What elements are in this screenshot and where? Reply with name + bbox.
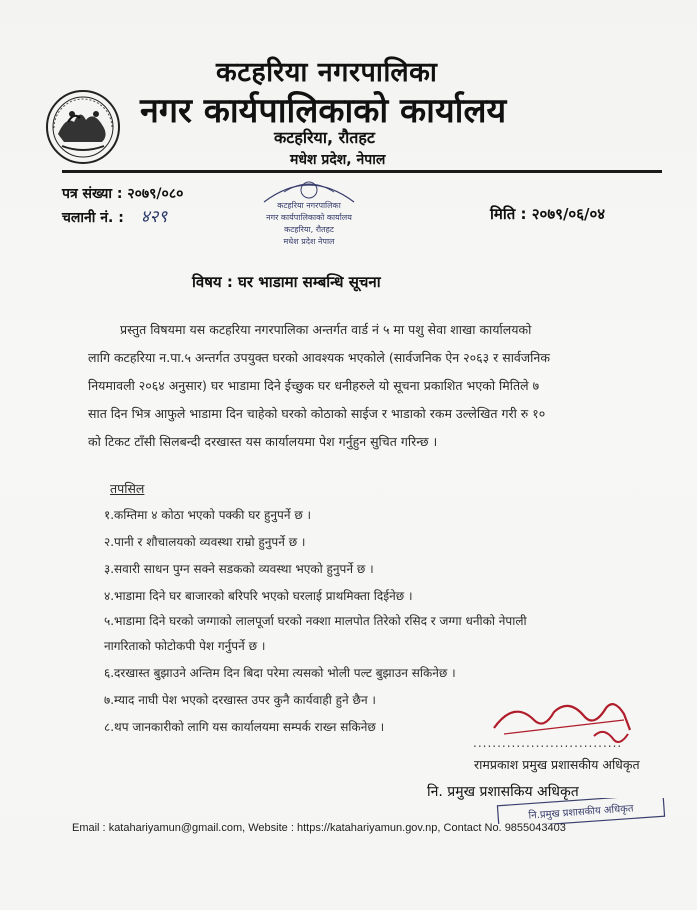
body-line: नियमावली २०६४ अनुसार) घर भाडामा दिने ईच्छुक घर धनीहरुले यो सूचना प्रकाशित भएको मितिले ७ [88,378,540,393]
list-item: ७.म्याद नाघी पेश भएको दरखास्त उपर कुनै कार्यवाही हुने छैन । [104,693,376,707]
date-value: २०७९/०६/०४ [531,205,606,223]
notice-body [88,316,640,456]
list-item: ४.भाडामा दिने घर बाजारको बरिपरि भएको घरलाई प्राथमिक्ता दिईनेछ । [104,589,413,603]
signature-dots: ............................... [473,736,623,750]
footer-contact-number: 9855043403 [504,822,566,834]
list-item: ३.सवारी साधन पुग्न सक्ने सडकको व्यवस्था भएको हुनुपर्ने छ । [104,562,374,576]
footer-email[interactable]: katahariyamun@gmail.com, [108,822,246,834]
reference-number [62,184,183,203]
list-item: ५.भाडामा दिने घरको जग्गाको लालपूर्जा घरको नक्शा मालपोत तिरेको रसिद र जग्गा धनीको नेपाली [104,614,527,628]
letter-date [490,204,605,224]
subject-line: विषय : घर भाडामा सम्बन्धि सूचना [192,273,381,291]
footer-website-label: Website : [248,822,294,834]
office-stamp [254,172,364,252]
list-item: २.पानी र शौचालयको व्यवस्था राम्रो हुनुपर्ने छ । [104,535,306,549]
footer-contact [72,822,566,834]
signatory-title: नि. प्रमुख प्रशासकिय अधिकृत [427,784,579,800]
dispatch-number [62,204,167,227]
reference-value: २०७९/०८० [127,186,184,202]
dispatch-value: ४२९ [140,207,168,227]
body-line: प्रस्तुत विषयमा यस कटहरिया नगरपालिका अन्तर्गत वार्ड नं ५ मा पशु सेवा शाखा कार्यालयको [120,322,532,337]
list-heading: तपसिल [110,481,145,496]
footer-email-label: Email : [72,822,106,834]
list-item: १.कम्तिमा ४ कोठा भएको पक्की घर हुनुपर्ने छ । [104,508,312,522]
body-line: को टिकट टाँसी सिलबन्दी दरखास्त यस कार्यालयमा पेश गर्नुहुन सुचित गरिन्छ । [88,434,438,449]
list-item: ८.थप जानकारीको लागि यस कार्यालयमा सम्पर्क राख्न सकिनेछ । [104,720,385,734]
signatory-stamp [496,798,666,824]
list-item: ६.दरखास्त बुझाउने अन्तिम दिन बिदा परेमा त्यसको भोली पल्ट बुझाउन सकिनेछ । [104,666,456,680]
list-item: नागरिताको फोटोकपी पेश गर्नुपर्ने छ । [104,639,266,653]
stamp-line3: कटहरिया, रौतहट [284,225,334,234]
dispatch-label: चलानी नं. : [62,210,124,226]
signatory-stamp-text: नि.प्रमुख प्रशासकीय अधिकृत [528,803,634,822]
municipality-emblem-icon [44,88,122,166]
reference-label: पत्र संख्या : [62,186,123,202]
stamp-line1: कटहरिया नगरपालिका [277,201,341,210]
header-title-municipality: कटहरिया नगरपालिका [216,57,438,88]
stamp-line2: नगर कार्यपालिकाको कार्यालय [266,213,352,222]
signatory-name: रामप्रकाश प्रमुख प्रशासकीय अधिकृत [474,757,640,772]
body-line: सात दिन भित्र आफुले भाडामा दिन चाहेको घरको कोठाको साईज र भाडाको रकम उल्लेखित गरी रु १० [88,406,546,421]
date-label: मिति : [490,205,527,223]
stamp-line4: मधेश प्रदेश नेपाल [283,237,335,246]
body-line: लागि कटहरिया न.पा.५ अन्तर्गत उपयुक्त घरको आवश्यक भएकोले (सार्वजनिक ऐन २०६३ र सार्वजनिक [88,350,550,365]
footer-contact-label: Contact No. [443,822,502,834]
header-address-line2: मधेश प्रदेश, नेपाल [290,152,386,168]
header-address-line1: कटहरिया, रौतहट [274,128,375,147]
footer-website[interactable]: https://katahariyamun.gov.np, [296,822,441,834]
header-title-office: नगर कार्यपालिकाको कार्यालय [140,91,507,131]
